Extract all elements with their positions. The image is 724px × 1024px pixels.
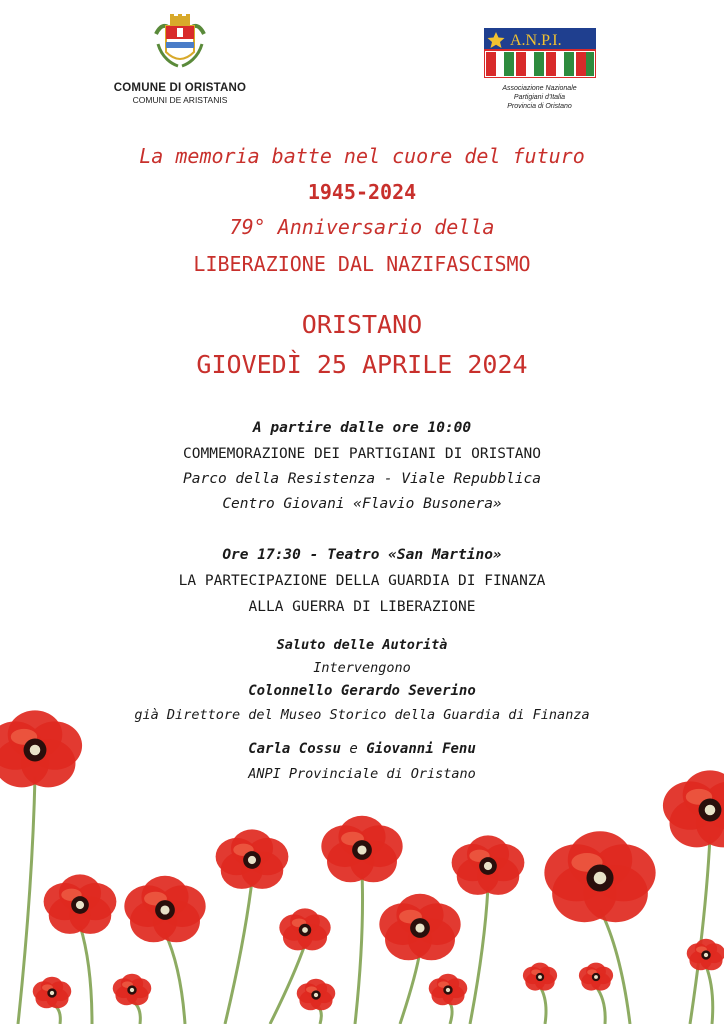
speakers-2-role: ANPI Provinciale di Oristano xyxy=(248,766,476,782)
poppy-flower xyxy=(452,835,525,895)
authorities-greeting: Saluto delle Autorità xyxy=(276,637,448,653)
anpi-line-3: Provincia di Oristano xyxy=(507,103,572,110)
poppy-stem xyxy=(596,987,605,1024)
poppy-stem xyxy=(540,987,546,1024)
years: 1945-2024 xyxy=(307,180,417,204)
anpi-flag-icon xyxy=(484,28,596,78)
afternoon-time: Ore 17:30 - Teatro «San Martino» xyxy=(222,547,502,563)
poppy-pistil xyxy=(130,988,134,992)
poppy-flower xyxy=(0,710,82,787)
poppy-pistil xyxy=(357,845,366,854)
anpi-caption xyxy=(480,84,599,111)
poppy-stem xyxy=(80,925,92,1024)
poppy-flower xyxy=(663,770,724,847)
afternoon-event-1: LA PARTECIPAZIONE DELLA GUARDIA DI FINANZA xyxy=(178,573,546,589)
anpi-logo xyxy=(484,28,599,111)
poppy-pistil xyxy=(248,856,256,864)
poppy-pistil xyxy=(50,991,54,995)
liberation-heading: LIBERAZIONE DAL NAZIFASCISMO xyxy=(193,252,531,276)
speakers-intro: Intervengono xyxy=(313,660,411,676)
poppy-pistil xyxy=(704,953,708,957)
poppy-flower xyxy=(687,939,724,970)
poppy-flower xyxy=(216,829,289,889)
poppy-stem xyxy=(400,951,420,1024)
poppy-pistil xyxy=(484,862,492,870)
poppy-flower xyxy=(579,963,613,991)
poppy-flower xyxy=(544,831,655,922)
anpi-logo-text: A.N.P.I. xyxy=(510,32,562,49)
poppy-pistil xyxy=(594,872,606,884)
morning-time: A partire dalle ore 10:00 xyxy=(252,420,472,436)
poppy-flower xyxy=(124,876,205,943)
morning-place-1: Parco della Resistenza - Viale Repubblica xyxy=(183,471,541,487)
anpi-line-2: Partigiani d'Italia xyxy=(513,94,566,101)
poppy-stem xyxy=(706,966,713,1024)
poppy-pistil xyxy=(415,923,424,932)
poppy-flower xyxy=(33,977,72,1008)
event-date: GIOVEDÌ 25 APRILE 2024 xyxy=(196,350,528,379)
poppy-flower xyxy=(297,979,336,1010)
speaker-1-role: già Direttore del Museo Storico della Guardia di Finanza xyxy=(134,707,590,723)
speaker-conjunction: e xyxy=(349,741,358,757)
poppy-stem xyxy=(225,880,252,1024)
poppy-flower xyxy=(379,894,460,961)
anniversary: 79° Anniversario della xyxy=(229,215,495,239)
poppy-pistil xyxy=(594,975,598,979)
morning-event: COMMEMORAZIONE DEI PARTIGIANI DI ORISTANO xyxy=(183,446,541,462)
poppy-stem xyxy=(355,873,363,1024)
anpi-line-1: Associazione Nazionale xyxy=(502,85,577,92)
speaker-2a-name: Carla Cossu xyxy=(248,741,341,757)
comune-logo xyxy=(105,14,255,105)
poppy-flower xyxy=(279,908,330,950)
comune-subname: COMUNI DE ARISTANIS xyxy=(132,95,228,105)
city: ORISTANO xyxy=(301,310,423,339)
poppy-flower xyxy=(429,974,468,1005)
poppy-blooms xyxy=(0,710,724,1010)
afternoon-event-2: ALLA GUERRA DI LIBERAZIONE xyxy=(248,599,476,615)
poppy-pistil xyxy=(160,905,169,914)
speaker-2b-name: Giovanni Fenu xyxy=(366,741,476,757)
poppy-pistil xyxy=(76,901,84,909)
comune-name: COMUNE DI ORISTANO xyxy=(113,82,247,94)
morning-place-2: Centro Giovani «Flavio Busonera» xyxy=(222,496,502,512)
poppy-pistil xyxy=(538,975,542,979)
speaker-1-name: Colonnello Gerardo Severino xyxy=(248,683,476,699)
poppy-stem xyxy=(470,886,488,1024)
poppy-stem xyxy=(270,944,305,1024)
coat-of-arms-icon xyxy=(152,14,208,72)
poppy-stem xyxy=(18,776,35,1024)
poppy-stem xyxy=(690,836,710,1024)
poppies-illustration xyxy=(0,690,724,1024)
poppy-flower xyxy=(523,963,557,991)
poppy-stem xyxy=(165,933,185,1024)
poppy-flower xyxy=(44,874,117,934)
poppy-flower xyxy=(321,816,402,883)
poppy-pistil xyxy=(314,993,318,997)
poppy-flower xyxy=(113,974,152,1005)
poppy-pistil xyxy=(30,745,41,756)
poppy-pistil xyxy=(705,805,716,816)
poppy-pistil xyxy=(302,927,308,933)
motto: La memoria batte nel cuore del futuro xyxy=(139,144,585,168)
poppy-pistil xyxy=(446,988,450,992)
